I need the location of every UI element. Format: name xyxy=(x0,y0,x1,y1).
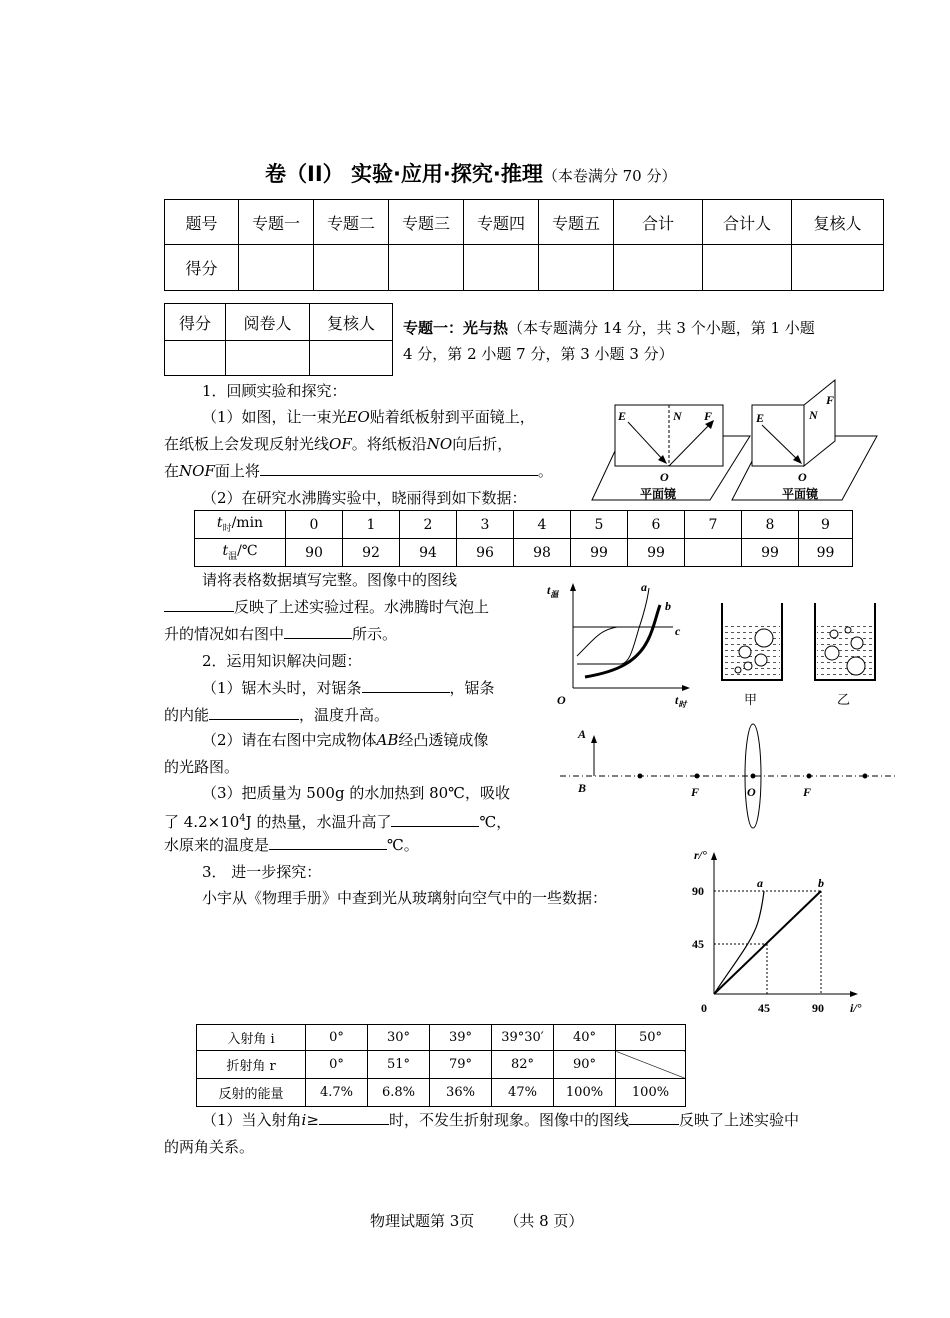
refraction-cell: 79° xyxy=(430,1051,492,1079)
focal-dot xyxy=(863,774,868,779)
energy-cell: 4.7% xyxy=(306,1079,368,1107)
t: t xyxy=(222,543,229,560)
incident-cell: 40° xyxy=(554,1025,616,1051)
bubble xyxy=(755,654,767,666)
text: ℃， xyxy=(479,813,512,831)
t: t xyxy=(547,583,551,597)
score-cell[interactable] xyxy=(389,245,464,291)
boil-row-label xyxy=(195,511,286,539)
time-cell: 9 xyxy=(799,511,853,539)
text: 在纸板上会发现反射光线 xyxy=(164,435,330,453)
text: ，锯条 xyxy=(449,679,495,697)
arrow-icon xyxy=(591,735,597,743)
q3-p2-line1 xyxy=(202,1107,799,1133)
bubble xyxy=(830,630,838,638)
boiling-figure xyxy=(545,578,890,714)
label-a: A xyxy=(578,727,587,741)
label-n: N xyxy=(673,409,682,423)
section-heading xyxy=(403,315,815,341)
time-cell: 3 xyxy=(457,511,514,539)
score-table xyxy=(164,199,884,291)
grader-cell[interactable] xyxy=(310,341,393,376)
section-title: 专题一：光与热 xyxy=(403,319,509,337)
label-f-right: F xyxy=(803,785,812,799)
mirror-figure xyxy=(590,378,880,506)
curve-a xyxy=(714,891,764,994)
arrow-icon xyxy=(570,583,576,591)
axis-label-t xyxy=(675,693,688,709)
bubble xyxy=(845,627,851,633)
sub: 温 xyxy=(228,551,238,562)
beaker-label-jia: 甲 xyxy=(744,693,758,708)
text: 贴着纸板射到平面镜上， xyxy=(369,408,535,426)
time-cell: 4 xyxy=(514,511,571,539)
exponent: 4 xyxy=(239,813,246,824)
score-cell[interactable] xyxy=(464,245,539,291)
bubble xyxy=(744,662,752,670)
text: 的内能 xyxy=(164,706,210,724)
text: 。 xyxy=(537,462,553,480)
score-header: 专题一 xyxy=(239,200,314,245)
q2-p2-line1 xyxy=(202,727,488,753)
score-cell[interactable] xyxy=(539,245,614,291)
unit: /℃ xyxy=(237,543,258,560)
time-cell: 7 xyxy=(685,511,742,539)
time-cell: 2 xyxy=(400,511,457,539)
text: 升的情况如右图中 xyxy=(164,625,285,643)
energy-cell: 6.8% xyxy=(368,1079,430,1107)
score-header: 合计人 xyxy=(703,200,792,245)
label-f: F xyxy=(826,393,835,407)
q1-p3-line1: 请将表格数据填写完整。图像中的图线 xyxy=(202,571,458,589)
score-header: 专题四 xyxy=(464,200,539,245)
bubble xyxy=(739,646,751,658)
refraction-cell: 0° xyxy=(306,1051,368,1079)
center-dot xyxy=(751,774,756,779)
q1-p1-line1 xyxy=(202,404,535,430)
temp-cell: 99 xyxy=(628,539,685,567)
y-axis-label: r/° xyxy=(694,848,707,862)
text: 反映了上述实验中 xyxy=(678,1111,799,1129)
bubble xyxy=(851,637,863,649)
label-f-left: F xyxy=(691,785,700,799)
answer-blank[interactable] xyxy=(362,678,450,693)
answer-blank[interactable] xyxy=(284,624,352,639)
bubble xyxy=(735,667,741,673)
page-total: （共 8 页） xyxy=(504,1212,584,1230)
incident-cell: 0° xyxy=(306,1025,368,1051)
text: 经凸透镜成像 xyxy=(398,731,489,749)
q2-heading: 2．运用知识解决问题： xyxy=(202,652,362,670)
section-note: （本专题满分 14 分，共 3 个小题，第 1 小题 xyxy=(508,319,815,337)
score-header: 专题二 xyxy=(314,200,389,245)
q3-heading: 3． 进一步探究： xyxy=(202,863,322,881)
tick-label: 90 xyxy=(812,1001,824,1015)
bubble xyxy=(825,646,839,660)
answer-blank[interactable] xyxy=(629,1110,679,1125)
time-cell: 6 xyxy=(628,511,685,539)
arrow-icon xyxy=(682,685,690,691)
text-no: NO xyxy=(426,435,453,453)
text: 向后折， xyxy=(452,435,513,453)
answer-blank[interactable] xyxy=(391,812,479,827)
temp-cell: 99 xyxy=(799,539,853,567)
label-o: O xyxy=(747,785,756,799)
t: t xyxy=(216,515,223,532)
label-o: O xyxy=(660,470,669,484)
tick-label: 45 xyxy=(692,937,704,951)
section-note-line2: 4 分，第 2 小题 7 分，第 3 小题 3 分） xyxy=(403,345,674,363)
answer-blank[interactable] xyxy=(260,461,538,476)
sub: 时 xyxy=(678,700,687,709)
page-footer xyxy=(370,1208,583,1234)
grader-header: 得分 xyxy=(165,304,226,341)
label-n: N xyxy=(809,408,818,422)
score-cell[interactable] xyxy=(792,245,884,291)
label-b: B xyxy=(578,781,587,795)
score-cell[interactable] xyxy=(614,245,703,291)
incident-cell: 39° xyxy=(430,1025,492,1051)
score-header: 专题五 xyxy=(539,200,614,245)
curve-c xyxy=(577,627,617,656)
sub: 时 xyxy=(222,523,232,534)
bubble xyxy=(755,629,773,647)
temp-cell: 99 xyxy=(742,539,799,567)
energy-cell: 100% xyxy=(616,1079,686,1107)
exam-title: 卷（II） 实验·应用·探究·推理 xyxy=(265,162,543,186)
q3-p1: 小宇从《物理手册》中查到光从玻璃射向空气中的一些数据： xyxy=(202,889,608,907)
curve-label-a: a xyxy=(757,876,763,890)
text: ≥ xyxy=(306,1111,319,1129)
q1-heading: 1．回顾实验和探究： xyxy=(202,382,347,400)
refraction-figure xyxy=(690,842,870,1020)
score-header: 合计 xyxy=(614,200,703,245)
score-header: 专题三 xyxy=(389,200,464,245)
q2-p1-line1 xyxy=(202,675,495,701)
refraction-cell-slashed xyxy=(616,1051,686,1079)
time-cell: 1 xyxy=(343,511,400,539)
origin-label: O xyxy=(557,693,566,707)
text: （1）当入射角 xyxy=(202,1111,302,1129)
q1-p3-line3 xyxy=(164,621,397,647)
q2-p3-line1: （3）把质量为 500g 的水加热到 80℃，吸收 xyxy=(202,784,510,802)
text: J 的热量，水温升高了 xyxy=(245,813,392,831)
text: ℃。 xyxy=(387,836,419,854)
beaker-water xyxy=(724,624,780,678)
curve-label-b: b xyxy=(818,876,824,890)
energy-cell: 47% xyxy=(492,1079,554,1107)
incident-cell: 50° xyxy=(616,1025,686,1051)
q1-p1-line3 xyxy=(164,458,553,484)
text: 水原来的温度是 xyxy=(164,836,270,854)
t: t xyxy=(675,693,679,707)
curve-label-c: c xyxy=(675,624,681,638)
temp-cell: 90 xyxy=(286,539,343,567)
text: 时，不发生折射现象。图像中的图线 xyxy=(388,1111,629,1129)
grader-cell[interactable] xyxy=(226,341,310,376)
refraction-cell: 51° xyxy=(368,1051,430,1079)
text: ，温度升高。 xyxy=(299,706,390,724)
temp-cell-blank[interactable] xyxy=(685,539,742,567)
text: 反映了上述实验过程。水沸腾时气泡上 xyxy=(234,598,490,616)
curve-label-a: a xyxy=(641,580,647,594)
tick-label: 0 xyxy=(701,1001,707,1015)
exam-note: （本卷满分 70 分） xyxy=(542,167,677,185)
grader-table xyxy=(164,303,393,376)
refraction-table xyxy=(196,1024,686,1107)
boil-table xyxy=(194,510,853,567)
grader-cell[interactable] xyxy=(165,341,226,376)
lens-figure xyxy=(560,722,900,834)
curve-b xyxy=(585,605,660,677)
arrow-icon xyxy=(711,852,717,860)
incident-cell: 39°30′ xyxy=(492,1025,554,1051)
q2-p1-line2 xyxy=(164,702,389,728)
label-e: E xyxy=(618,409,627,423)
score-row-label: 得分 xyxy=(165,245,239,291)
text: （1）如图，让一束光 xyxy=(202,408,347,426)
q2-p3-line3 xyxy=(164,832,419,858)
q1-p3-line2 xyxy=(164,594,489,620)
score-header: 题号 xyxy=(165,200,239,245)
q2-p3-line2 xyxy=(164,806,511,835)
focal-dot xyxy=(695,774,700,779)
unit: /min xyxy=(231,515,264,532)
curve-b xyxy=(714,891,821,994)
refraction-cell: 82° xyxy=(492,1051,554,1079)
time-cell: 5 xyxy=(571,511,628,539)
focal-dot xyxy=(638,774,643,779)
grader-header: 阅卷人 xyxy=(226,304,310,341)
page-title xyxy=(265,158,677,188)
text: 了 4.2×10 xyxy=(164,813,240,831)
text: 。将纸板沿 xyxy=(351,435,427,453)
sub: 温 xyxy=(550,590,559,599)
q1-p2: （2）在研究水沸腾实验中，晓丽得到如下数据： xyxy=(202,489,527,507)
temp-cell: 98 xyxy=(514,539,571,567)
beaker-label-yi: 乙 xyxy=(837,693,851,708)
answer-blank[interactable] xyxy=(319,1110,389,1125)
text: （1）锯木头时，对锯条 xyxy=(202,679,362,697)
incident-cell: 30° xyxy=(368,1025,430,1051)
grader-header: 复核人 xyxy=(310,304,393,341)
label-e: E xyxy=(756,411,765,425)
bubble xyxy=(847,657,865,675)
tick-label: 45 xyxy=(758,1001,770,1015)
q3-p2-line2: 的两角关系。 xyxy=(164,1138,255,1156)
score-header: 复核人 xyxy=(792,200,884,245)
text-of: OF xyxy=(329,435,352,453)
text: （2）请在右图中完成物体 xyxy=(202,731,377,749)
text: 在 xyxy=(164,462,180,480)
text-nof: NOF xyxy=(179,462,215,480)
energy-cell: 36% xyxy=(430,1079,492,1107)
x-axis-label: i/° xyxy=(850,1001,862,1015)
temp-cell: 92 xyxy=(343,539,400,567)
refr-row-label: 反射的能量 xyxy=(197,1079,306,1107)
curve-label-b: b xyxy=(665,599,671,613)
text: 所示。 xyxy=(352,625,398,643)
refr-row-label: 折射角 r xyxy=(197,1051,306,1079)
energy-cell: 100% xyxy=(554,1079,616,1107)
focal-dot xyxy=(807,774,812,779)
temp-cell: 94 xyxy=(400,539,457,567)
refraction-cell: 90° xyxy=(554,1051,616,1079)
score-cell[interactable] xyxy=(239,245,314,291)
label-f: F xyxy=(704,409,713,423)
text: 面上将 xyxy=(214,462,260,480)
time-cell: 0 xyxy=(286,511,343,539)
axis-label-t xyxy=(547,583,559,599)
time-cell: 8 xyxy=(742,511,799,539)
text-ab: AB xyxy=(376,731,399,749)
boil-row-label xyxy=(195,539,286,567)
arrow-icon xyxy=(850,991,858,997)
q2-p2-line2: 的光路图。 xyxy=(164,758,240,776)
label-mirror: 平面镜 xyxy=(782,487,819,501)
page-number: 物理试题第 3页 xyxy=(370,1212,475,1230)
refr-row-label: 入射角 i xyxy=(197,1025,306,1051)
label-o: O xyxy=(798,470,807,484)
score-cell[interactable] xyxy=(703,245,792,291)
answer-blank[interactable] xyxy=(269,835,387,850)
temp-cell: 99 xyxy=(571,539,628,567)
answer-blank[interactable] xyxy=(209,705,299,720)
label-mirror: 平面镜 xyxy=(640,487,677,501)
text-i: i xyxy=(301,1111,307,1129)
temp-cell: 96 xyxy=(457,539,514,567)
q1-p1-line2 xyxy=(164,431,512,457)
tick-label: 90 xyxy=(692,884,704,898)
text-eo: EO xyxy=(346,408,370,426)
score-cell[interactable] xyxy=(314,245,389,291)
answer-blank[interactable] xyxy=(164,597,234,612)
